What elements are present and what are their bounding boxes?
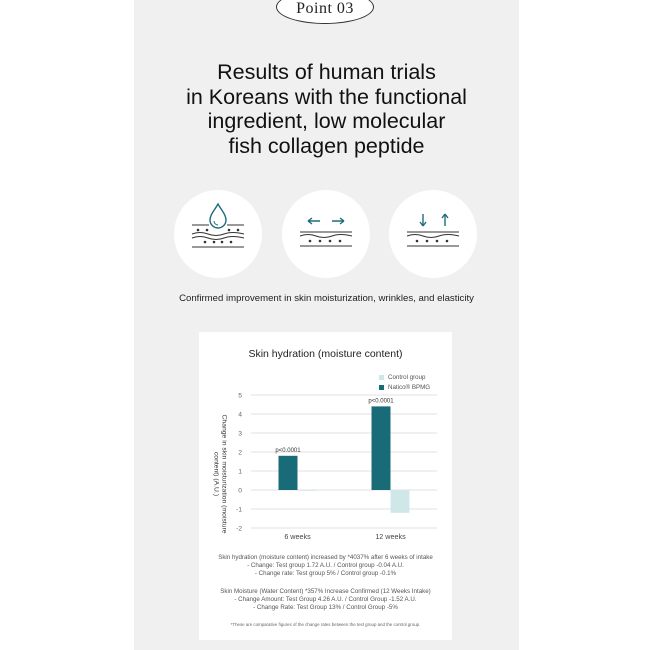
chart-title: Skin hydration (moisture content) [248,348,403,360]
y-tick-label: -1 [235,506,242,514]
p-value-label: p<0.0001 [275,447,301,454]
point-label: Point 03 [296,0,354,17]
headline-line: fish collagen peptide [228,133,425,158]
bar-chart [199,332,452,547]
note-line: Skin hydration (moisture content) increased by *4037% after 6 weeks of intake [218,554,433,561]
bar-test [279,456,298,490]
y-tick-label: 2 [238,449,242,457]
chart-card [199,332,452,640]
notes-block-12-weeks [199,588,452,612]
y-tick-label: 3 [238,430,242,438]
y-tick-label: 0 [238,487,242,495]
headline-line: ingredient, low molecular [207,109,446,133]
page-headline [134,60,519,158]
notes-block-6-weeks [199,554,452,578]
benefits-caption: Confirmed improvement in skin moisturization, wrinkles, and elasticity [179,293,474,304]
y-tick-label: 4 [238,411,242,419]
note-line: - Change Rate: Test Group 13% / Control Group -5% [253,604,398,611]
y-axis-label: Change in skin moisturization (moisture content) (A.U.) [213,414,228,534]
note-line: - Change: Test group 1.72 A.U. / Control group -0.04 A.U. [247,562,404,569]
bar-control [298,490,317,491]
p-value-label: p<0.0001 [368,398,394,405]
legend-label: Control group [388,373,426,381]
x-tick-label: 6 weeks [284,532,311,541]
y-tick-label: 1 [238,468,242,476]
headline-line: in Koreans with the functional [186,84,467,109]
bar-test [372,406,391,490]
footnote: *These are comparative figures of the change rates between the test group and the control group. [230,622,421,627]
stretch-horizontal-icon [282,190,370,278]
firm-vertical-icon [389,190,477,278]
legend-label: Natico® BPMG [388,383,431,391]
x-tick-label: 12 weeks [375,532,406,541]
headline-line: Results of human trials [217,60,436,84]
y-tick-label: 5 [238,392,242,400]
note-line: Skin Moisture (Water Content) *357% Increase Confirmed (12 Weeks Intake) [220,588,431,595]
note-line: - Change rate: Test group 5% / Control group -0.1% [254,570,397,577]
y-tick-label: -2 [235,525,242,533]
note-line: - Change Amount: Test Group 4.26 A.U. / Control Group -1.52 A.U. [234,596,417,603]
bar-control [391,490,410,513]
moisture-drop-icon [174,190,262,278]
